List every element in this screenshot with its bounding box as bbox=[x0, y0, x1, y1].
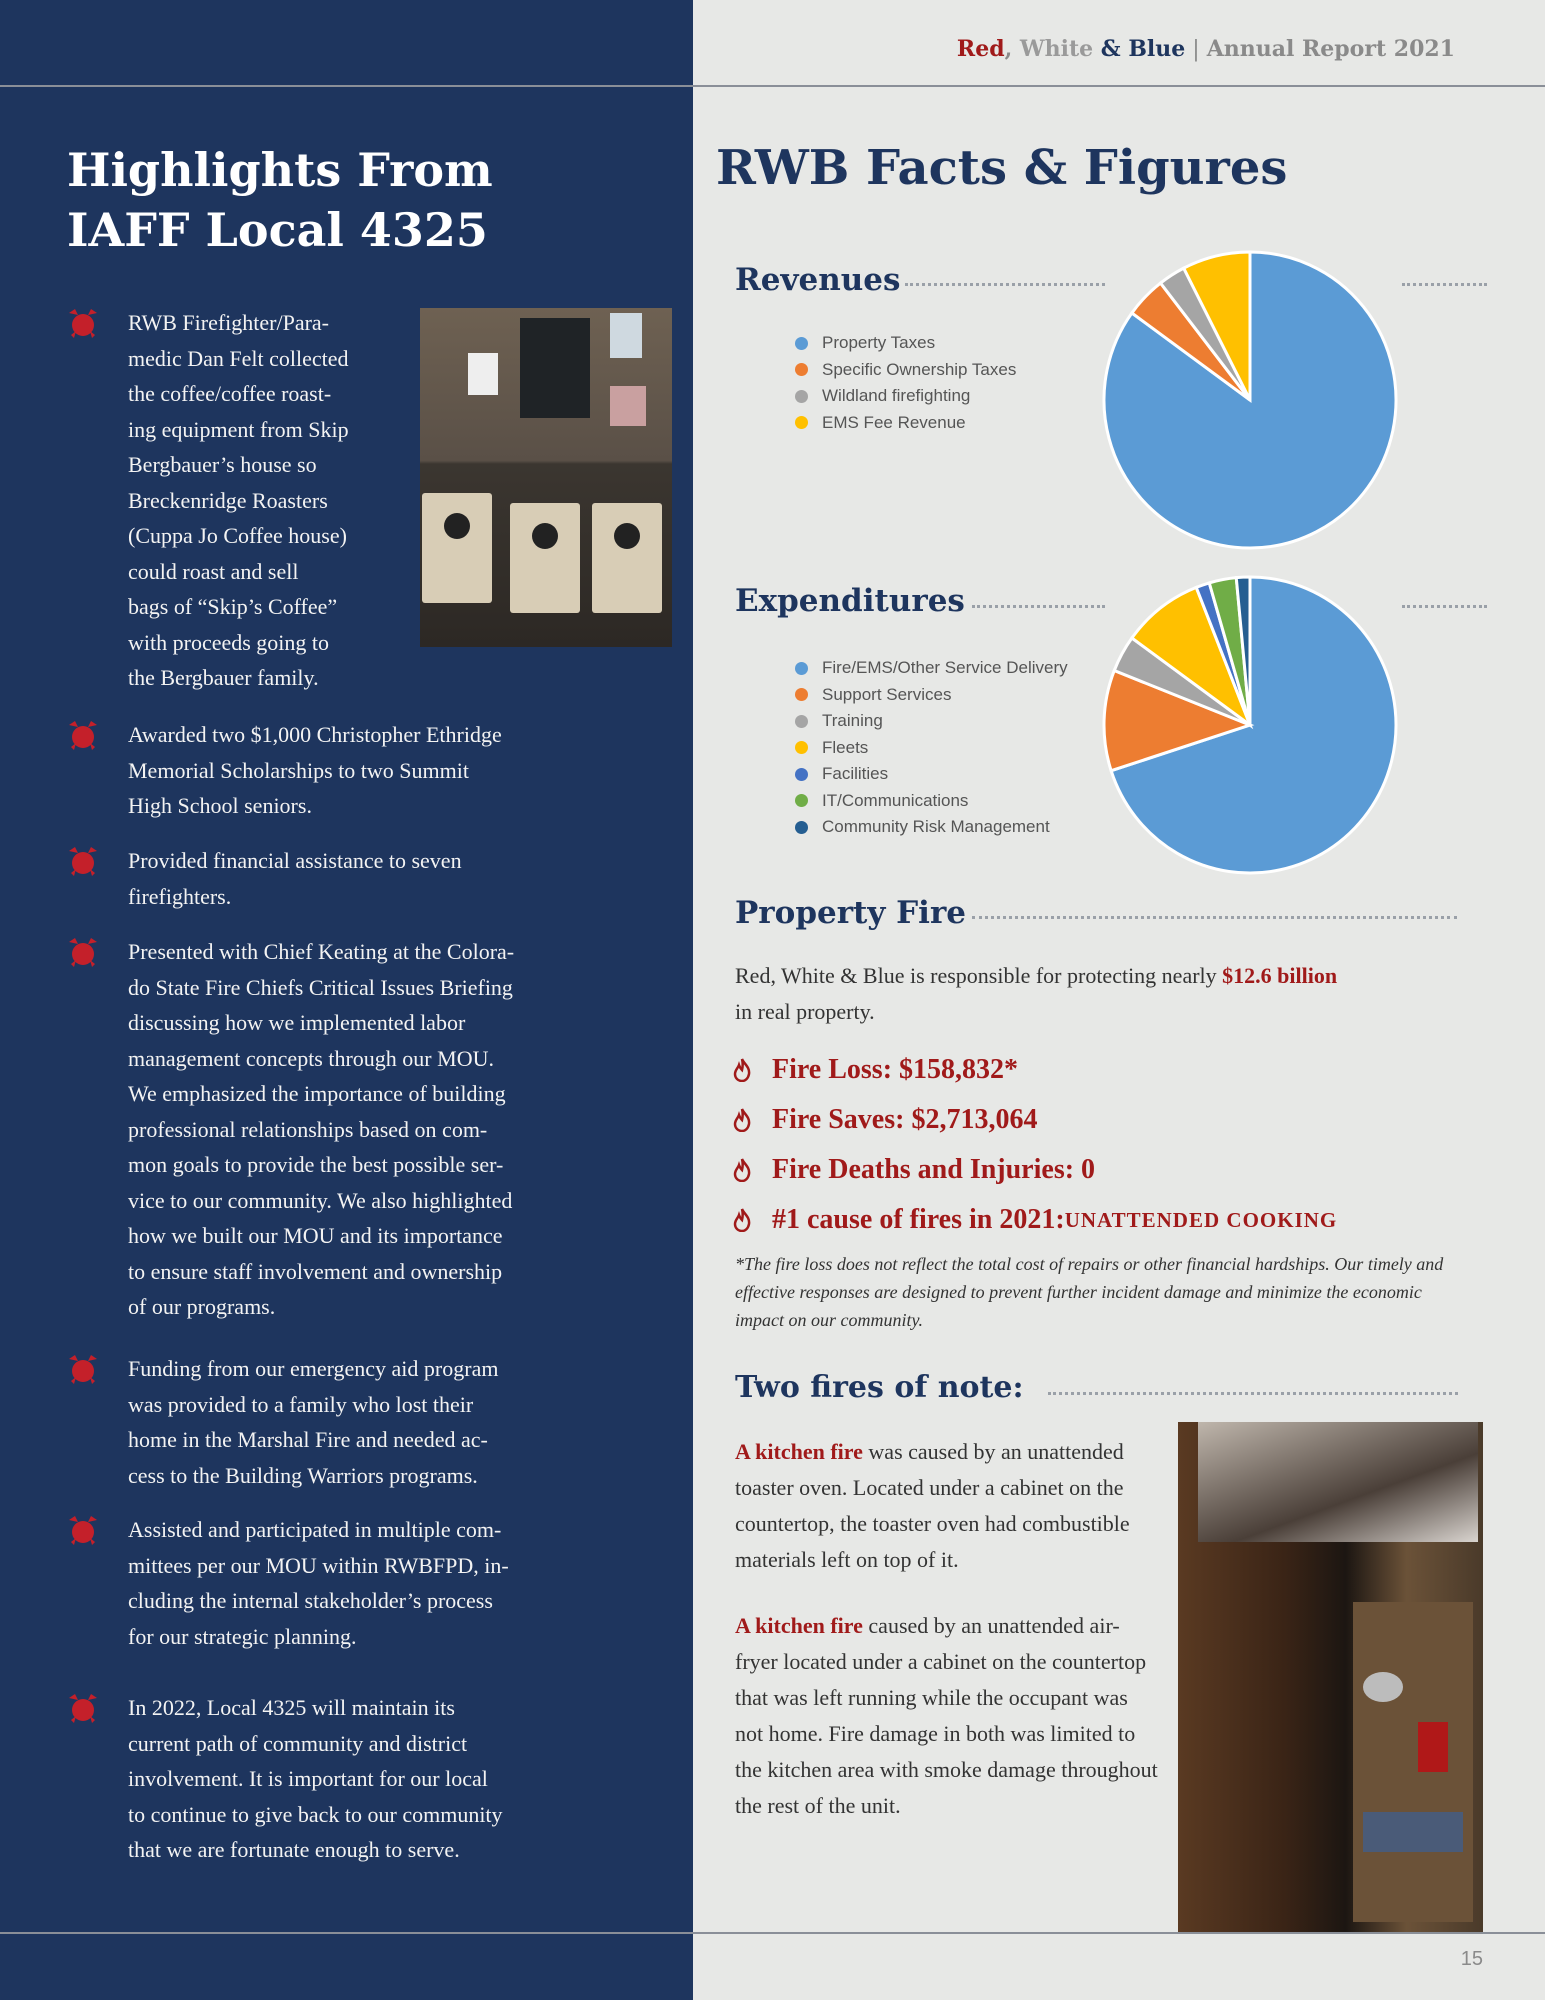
legend-swatch bbox=[795, 662, 808, 675]
footer-left bbox=[0, 1934, 693, 2000]
legend-swatch bbox=[795, 416, 808, 429]
revenues-heading: Revenues bbox=[735, 262, 901, 298]
fire-helmet-icon bbox=[66, 307, 100, 341]
running-header: Red, White & Blue | Annual Report 2021 bbox=[956, 36, 1455, 62]
expenditures-pie bbox=[1100, 575, 1400, 875]
highlight-line: cluding the internal stakeholder’s process bbox=[128, 1588, 493, 1613]
legend-label: IT/Communications bbox=[822, 790, 969, 810]
highlight-line: the coffee/coffee roast- bbox=[128, 381, 332, 406]
fire-helmet-icon bbox=[66, 1692, 100, 1726]
legend-label: Fleets bbox=[822, 737, 869, 757]
legend-swatch bbox=[795, 390, 808, 403]
divider-dots bbox=[1402, 283, 1487, 286]
fire-notes bbox=[735, 1434, 1160, 1854]
highlight-line: mon goals to provide the best possible ser- bbox=[128, 1152, 504, 1177]
header-divider bbox=[0, 85, 1545, 87]
page-number: 15 bbox=[1460, 1948, 1483, 1970]
legend-item bbox=[795, 761, 1095, 788]
highlight-line: cess to the Building Warriors programs. bbox=[128, 1462, 478, 1488]
flame-icon bbox=[732, 1208, 752, 1232]
divider-dots bbox=[1048, 1392, 1458, 1395]
legend-label: Property Taxes bbox=[822, 333, 936, 352]
legend-item bbox=[795, 357, 1095, 384]
highlight-line: Funding from our emergency aid program bbox=[128, 1356, 499, 1381]
highlight-line: In 2022, Local 4325 will maintain its bbox=[128, 1695, 455, 1720]
flame-icon bbox=[732, 1108, 752, 1132]
highlight-line: Assisted and participated in multiple com- bbox=[128, 1517, 502, 1542]
highlight-line: firefighters. bbox=[128, 883, 232, 909]
legend-item bbox=[795, 708, 1095, 735]
legend-swatch bbox=[795, 768, 808, 781]
highlight-line: of our programs. bbox=[128, 1294, 276, 1319]
highlight-line: to ensure staff involvement and ownership bbox=[128, 1258, 503, 1284]
highlight-line: professional relationships based on com- bbox=[128, 1116, 488, 1142]
legend-item bbox=[795, 682, 1095, 709]
fire-note-1: A kitchen fire was caused by an unattended toaster oven. Located under a cabinet on the countertop, the toaster oven had combustible materials left on top of it. bbox=[735, 1439, 1130, 1572]
highlight-line: current path of community and district bbox=[128, 1730, 468, 1756]
legend-label: EMS Fee Revenue bbox=[822, 412, 966, 432]
legend-label: Community Risk Management bbox=[822, 817, 1050, 836]
legend-swatch bbox=[795, 688, 808, 701]
fire-fact bbox=[732, 1045, 1512, 1095]
fire-note-2: A kitchen fire caused by an unattended air-fryer located under a cabinet on the countertop that was left running while the occupant was not home. Fire damage in both was limited to the kitchen area with smoke damage throughout the rest of the unit. bbox=[735, 1613, 1158, 1818]
legend-item bbox=[795, 410, 1095, 437]
highlight-line: We emphasized the importance of building bbox=[128, 1081, 506, 1106]
highlight-line: Memorial Scholarships to two Summit bbox=[128, 757, 469, 783]
revenues-legend bbox=[795, 330, 1095, 436]
flame-icon bbox=[732, 1058, 752, 1082]
highlight-text bbox=[128, 843, 668, 914]
highlight-line: vice to our community. We also highlighted bbox=[128, 1187, 513, 1213]
highlights-title: Highlights From IAFF Local 4325 bbox=[67, 143, 493, 257]
fact-label: Fire Deaths and Injuries: 0 bbox=[772, 1154, 1096, 1185]
fire-helmet-icon bbox=[66, 936, 100, 970]
legend-item bbox=[795, 655, 1095, 682]
legend-item bbox=[795, 788, 1095, 815]
highlight-line: with proceeds going to bbox=[128, 629, 330, 655]
property-fire-heading: Property Fire bbox=[735, 895, 967, 931]
highlight-line: home in the Marshal Fire and needed ac- bbox=[128, 1427, 488, 1452]
divider-dots bbox=[905, 283, 1105, 286]
expenditures-legend bbox=[795, 655, 1095, 841]
highlight-line: RWB Firefighter/Para- bbox=[128, 310, 330, 335]
highlight-line: Presented with Chief Keating at the Colora- bbox=[128, 939, 515, 964]
legend-label: Facilities bbox=[822, 764, 889, 783]
highlight-line: Provided financial assistance to seven bbox=[128, 848, 462, 873]
highlight-line: to continue to give back to our community bbox=[128, 1801, 503, 1827]
fire-fact bbox=[732, 1095, 1512, 1145]
highlight-text bbox=[128, 1690, 668, 1868]
legend-label: Wildland firefighting bbox=[822, 386, 971, 405]
highlight-line: Breckenridge Roasters bbox=[128, 487, 328, 513]
highlight-text bbox=[128, 1351, 668, 1493]
legend-swatch bbox=[795, 741, 808, 754]
highlight-text bbox=[128, 934, 668, 1325]
legend-label: Training bbox=[822, 711, 883, 730]
legend-swatch bbox=[795, 337, 808, 350]
fire-helmet-icon bbox=[66, 1353, 100, 1387]
highlight-line: discussing how we implemented labor bbox=[128, 1010, 466, 1035]
highlight-line: medic Dan Felt collected bbox=[128, 345, 349, 371]
footnote: *The fire loss does not reflect the total cost of repairs or other financial hardships. Our timely and effective responses are designed to prevent further incident damage and minimize the economic impact on our community. bbox=[735, 1254, 1444, 1330]
highlight-line: Bergbauer’s house so bbox=[128, 452, 317, 477]
highlight-line: involvement. It is important for our local bbox=[128, 1766, 488, 1791]
highlight-line: bags of “Skip’s Coffee” bbox=[128, 594, 338, 619]
fire-facts bbox=[732, 1045, 1512, 1245]
highlight-line: do State Fire Chiefs Critical Issues Briefing bbox=[128, 974, 513, 1000]
fire-fact bbox=[732, 1195, 1512, 1245]
highlight-text bbox=[128, 1512, 668, 1654]
revenues-pie bbox=[1100, 250, 1400, 550]
divider-dots bbox=[972, 916, 1457, 919]
highlight-line: ing equipment from Skip bbox=[128, 416, 349, 442]
highlight-line: that we are fortunate enough to serve. bbox=[128, 1837, 460, 1862]
fact-extra: UNATTENDED COOKING bbox=[1064, 1207, 1338, 1232]
highlight-text bbox=[128, 717, 668, 824]
legend-swatch bbox=[795, 794, 808, 807]
highlight-line: High School seniors. bbox=[128, 793, 312, 818]
fire-helmet-icon bbox=[66, 1514, 100, 1548]
legend-swatch bbox=[795, 821, 808, 834]
legend-item bbox=[795, 330, 1095, 357]
highlight-line: management concepts through our MOU. bbox=[128, 1045, 494, 1071]
divider-dots bbox=[1402, 605, 1487, 608]
highlight-line: mittees per our MOU within RWBFPD, in- bbox=[128, 1552, 509, 1578]
property-text: Red, White & Blue is responsible for protecting nearly $12.6 billion in real property. bbox=[735, 963, 1338, 1024]
highlight-line: the Bergbauer family. bbox=[128, 665, 319, 690]
legend-label: Support Services bbox=[822, 684, 952, 704]
highlight-line: Awarded two $1,000 Christopher Ethridge bbox=[128, 722, 502, 747]
legend-label: Specific Ownership Taxes bbox=[822, 359, 1017, 379]
highlight-line: for our strategic planning. bbox=[128, 1623, 357, 1649]
two-fires-heading: Two fires of note: bbox=[735, 1370, 1024, 1405]
highlight-line: (Cuppa Jo Coffee house) bbox=[128, 523, 347, 548]
fire-helmet-icon bbox=[66, 845, 100, 879]
facts-title: RWB Facts & Figures bbox=[716, 140, 1288, 196]
fire-helmet-icon bbox=[66, 719, 100, 753]
coffee-photo bbox=[420, 308, 672, 647]
highlight-line: could roast and sell bbox=[128, 558, 299, 584]
legend-swatch bbox=[795, 363, 808, 376]
kitchen-fire-photo bbox=[1178, 1422, 1483, 1932]
divider-dots bbox=[972, 605, 1105, 608]
fact-label: #1 cause of fires in 2021: bbox=[772, 1204, 1065, 1235]
expenditures-heading: Expenditures bbox=[735, 583, 965, 619]
legend-swatch bbox=[795, 715, 808, 728]
legend-item bbox=[795, 735, 1095, 762]
fact-label: Fire Saves: $2,713,064 bbox=[772, 1104, 1038, 1135]
highlight-line: how we built our MOU and its importance bbox=[128, 1223, 503, 1248]
flame-icon bbox=[732, 1158, 752, 1182]
highlight-line: was provided to a family who lost their bbox=[128, 1391, 474, 1417]
legend-label: Fire/EMS/Other Service Delivery bbox=[822, 658, 1068, 677]
fire-fact bbox=[732, 1145, 1512, 1195]
fact-label: Fire Loss: $158,832* bbox=[772, 1054, 1019, 1085]
legend-item bbox=[795, 383, 1095, 410]
legend-item bbox=[795, 814, 1095, 841]
